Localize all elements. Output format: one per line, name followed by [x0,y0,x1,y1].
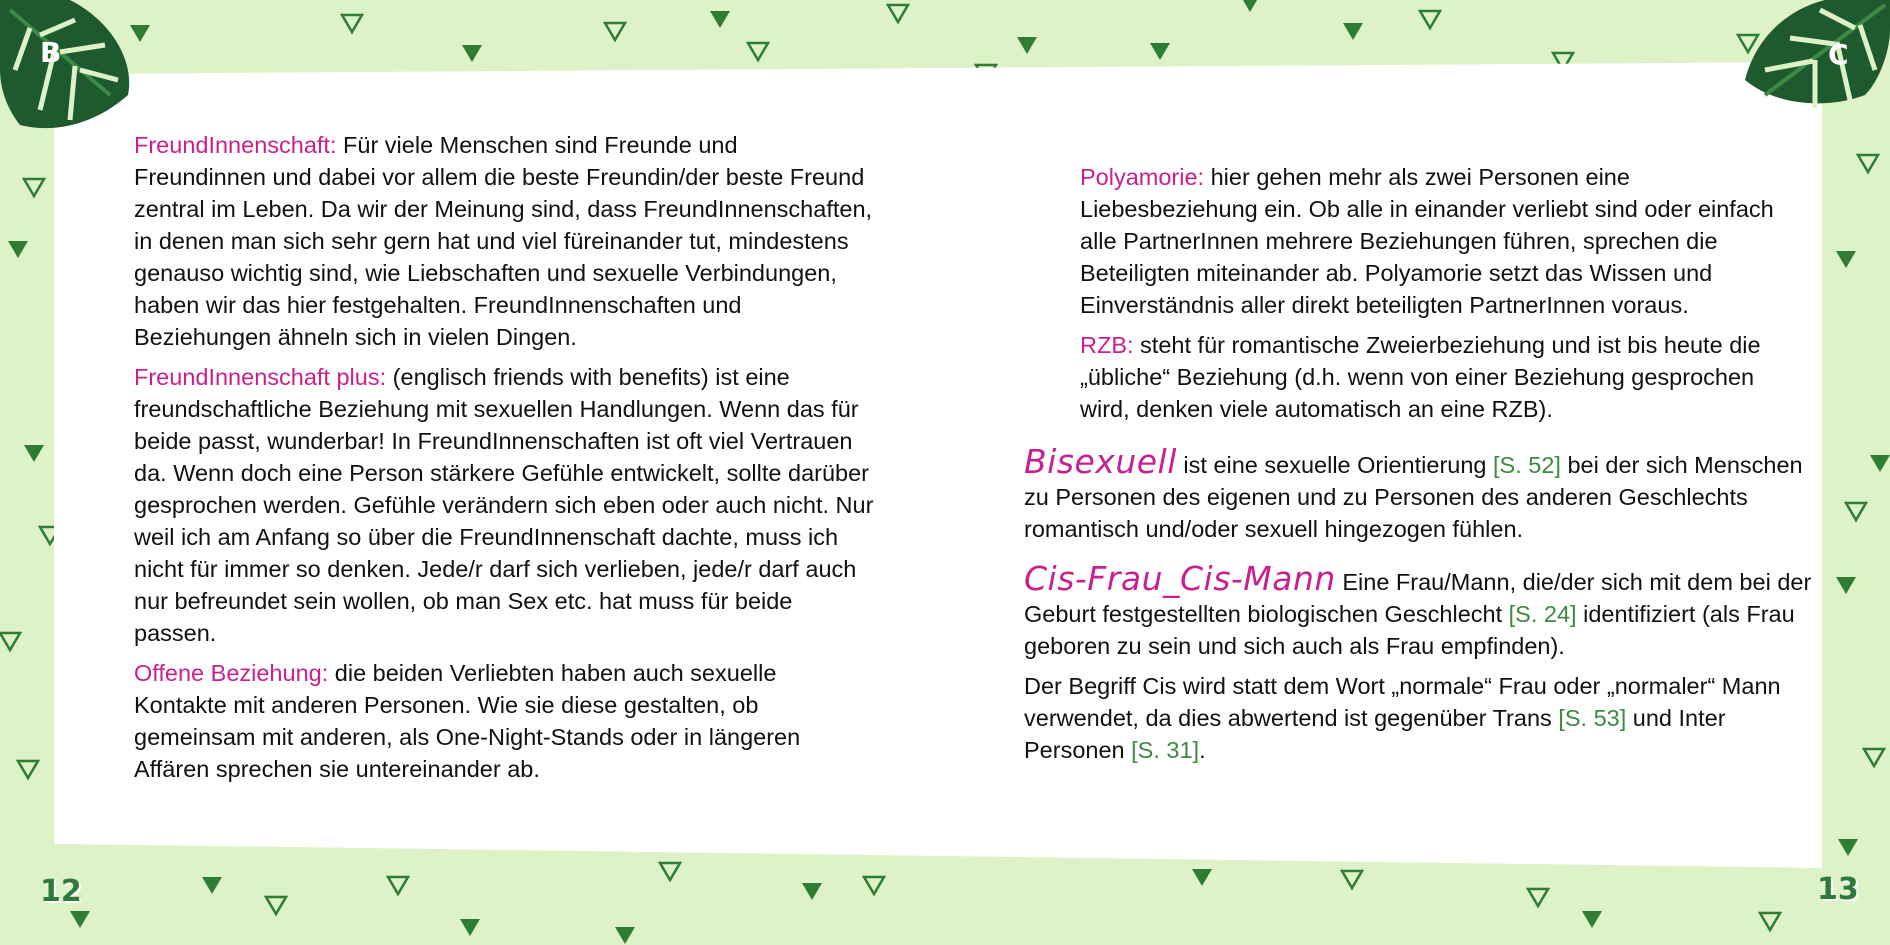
triangle-outline-icon [24,179,44,196]
term-label: Polyamorie: [1080,164,1205,190]
entry-polyamorie [1080,161,1810,321]
term-label: FreundInnenschaft: [134,132,337,158]
entry-rzb [1080,329,1810,425]
page-number-right: 13 [1817,872,1859,907]
left-page-text [134,129,874,793]
entry-text: Für viele Menschen sind Freunde und Freundinnen und dabei vor allem die beste Freundin/der beste Freund zentral im Leben. Da wir der Meinung sind, dass FreundInnenschaften, in denen man sich sehr gern hat und viel füreinander tut, mindestens genauso wichtig sind, wie Liebschaften und sexuelle Verbindungen, haben wir das hier festgehalten. FreundInnenschaften und Beziehungen ähneln sich in vielen Dingen. [134,132,873,350]
triangle-filled-icon [1836,251,1856,268]
triangle-outline-icon [1528,889,1548,906]
triangle-filled-icon [24,445,44,462]
corner-letter-right: C [1828,38,1849,71]
triangle-filled-icon [1343,23,1363,40]
triangle-filled-icon [1150,43,1170,60]
entry-text: und Inter Personen [1024,705,1726,763]
triangle-outline-icon [388,877,408,894]
entry-text: Eine Frau/Mann, die/der sich mit dem bei der Geburt festgestellten biologischen Geschlecht [1024,569,1812,627]
triangle-outline-icon [605,23,625,40]
right-page-subentries [1080,161,1810,433]
entry-text: bei der sich Menschen zu Personen des eigenen und zu Personen des anderen Geschlechts romantisch und/oder sexuell hingezogen fühlen. [1024,452,1803,542]
triangle-filled-icon [460,919,480,936]
term-label: Offene Beziehung: [134,660,329,686]
triangle-outline-icon [864,877,884,894]
entry-text: ist eine sexuelle Orientierung [1176,452,1494,478]
triangle-outline-icon [266,897,286,914]
triangle-outline-icon [342,15,362,32]
triangle-outline-icon [1420,11,1440,28]
section-title-cis: Cis-Frau_Cis-Mann [1024,559,1336,598]
monstera-leaf-icon [0,0,140,140]
entry-freundinnenschaft-plus [134,361,874,649]
triangle-outline-icon [888,5,908,22]
triangle-filled-icon [1192,869,1212,886]
triangle-filled-icon [802,883,822,900]
triangle-filled-icon [8,241,28,258]
triangle-filled-icon [1870,455,1890,472]
entry-text: steht für romantische Zweierbeziehung und ist bis heute die „übliche“ Beziehung (d.h. wenn von einer Beziehung gesprochen wird, denken viele automatisch an eine RZB). [1080,332,1761,422]
entry-text: hier gehen mehr als zwei Personen eine Liebesbeziehung ein. Ob alle in einander verliebt sind oder einfach alle PartnerInnen mehrere Beziehungen führen, sprechen die Beteiligten miteinander ab. Polyamorie setzt das Wissen und Einverständnis aller direkt beteiligten PartnerInnen voraus. [1080,164,1774,318]
triangle-outline-icon [18,761,38,778]
triangle-filled-icon [1240,0,1260,12]
triangle-filled-icon [615,927,635,944]
triangle-outline-icon [660,863,680,880]
triangle-filled-icon [1582,911,1602,928]
right-page-entries [1024,442,1814,774]
entry-text: (englisch friends with benefits) ist eine freundschaftliche Beziehung mit sexuellen Handlungen. Wenn das für beide passt, wunderbar! In FreundInnenschaften ist oft viel Vertrauen da. Wenn doch eine Person stärkere Gefühle entwickelt, sollte darüber gesprochen werden. Gefühle verändern sich eben oder auch nicht. Nur weil ich am Anfang so über die FreundInnenschaft dachte, muss ich nicht für immer so denken. Jede/r darf sich verlieben, jede/r darf auch nur befreundet sein wollen, ob man Sex etc. hat muss für beide passen. [134,364,874,646]
triangle-filled-icon [202,877,222,894]
page-number-left: 12 [40,874,82,909]
entry-text: . [1199,737,1206,763]
triangle-filled-icon [70,911,90,928]
entry-text: die beiden Verliebten haben auch sexuelle Kontakte mit anderen Personen. Wie sie diese gestalten, ob gemeinsam mit anderen, als One-Night-Stands oder in längeren Affären sprechen sie untereinander ab. [134,660,801,782]
triangle-filled-icon [1836,577,1856,594]
triangle-outline-icon [1858,155,1878,172]
entry-bisexuell [1024,442,1814,545]
page-reference: [S. 52] [1493,452,1561,478]
triangle-outline-icon [0,633,20,650]
monstera-leaf-icon [1735,0,1890,110]
triangle-filled-icon [462,45,482,62]
page-reference: [S. 24] [1508,601,1577,627]
entry-freundinnenschaft [134,129,874,353]
section-title-bisexuell: Bisexuell [1024,442,1177,481]
term-label: RZB: [1080,332,1134,358]
entry-offene-beziehung [134,657,874,785]
entry-text: identifiziert (als Frau geboren zu sein und sich auch als Frau empfinden). [1024,601,1795,659]
page-reference: [S. 53] [1558,705,1627,731]
triangle-outline-icon [748,43,768,60]
entry-text: Der Begriff Cis wird statt dem Wort „normale“ Frau oder „normaler“ Mann verwendet, da dies abwertend ist gegenüber Trans [1024,673,1781,731]
triangle-outline-icon [1342,871,1362,888]
page-reference: [S. 31] [1131,737,1200,763]
triangle-outline-icon [1864,749,1884,766]
term-label: FreundInnenschaft plus: [134,364,387,390]
entry-cis-begriff [1024,670,1814,766]
triangle-filled-icon [1017,37,1037,54]
triangle-outline-icon [1760,913,1780,930]
corner-letter-left: B [40,36,62,69]
triangle-filled-icon [1838,839,1858,856]
triangle-outline-icon [1846,503,1866,520]
entry-cis [1024,559,1814,662]
triangle-filled-icon [710,11,730,28]
